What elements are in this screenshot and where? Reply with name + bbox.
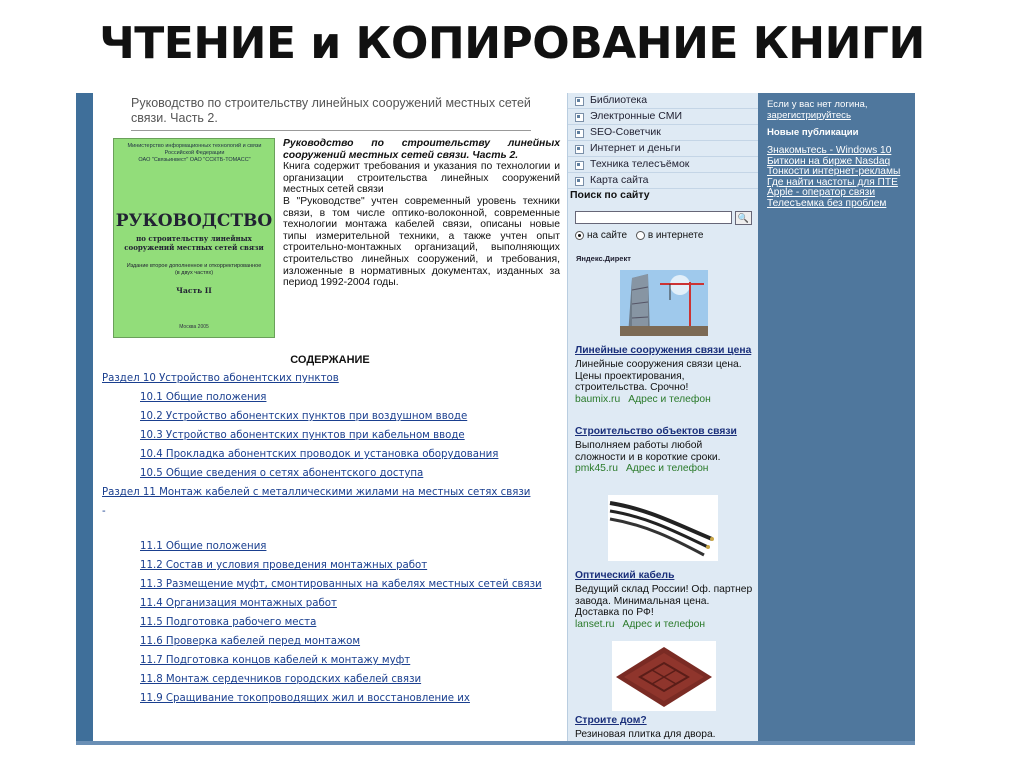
toc-subsection-link[interactable]: 10.4 Прокладка абонентских проводок и установка оборудования	[140, 449, 499, 460]
ad-image-crane[interactable]	[620, 270, 708, 336]
toc-subsection-link[interactable]: 11.7 Подготовка концов кабелей к монтажу муфт	[140, 655, 411, 666]
ad-contact[interactable]: Адрес и телефон	[625, 463, 709, 475]
ad-item[interactable]: Строительство объектов связи Выполняем работы любой сложности и в короткие сроки. pmk45.ru Адрес и телефон	[575, 426, 755, 475]
ad-item[interactable]: Оптический кабель Ведущий склад России! Оф. партнер завода. Минимальная цена. Доставка по РФ! lanset.ru Адрес и телефон	[575, 570, 755, 630]
menu-item[interactable]	[568, 125, 759, 141]
news-link[interactable]: Где найти частоты для ПТЕ	[767, 176, 898, 188]
ad-contact[interactable]: Адрес и телефон	[622, 618, 706, 630]
ad-title[interactable]: Оптический кабель	[575, 570, 675, 581]
news-link[interactable]: Тонкости интернет-рекламы	[767, 166, 901, 178]
news-link[interactable]: Телесъемка без проблем	[767, 197, 887, 209]
menu-item-label: Электронные СМИ	[590, 110, 683, 122]
site-menu	[568, 93, 759, 189]
toc-subsection-link[interactable]: 11.3 Размещение муфт, смонтированных на кабелях местных сетей связи	[140, 579, 542, 590]
toc-subsection-link[interactable]: 11.5 Подготовка рабочего места	[140, 617, 317, 628]
ad-image-tile[interactable]	[612, 641, 716, 711]
right-sidebar	[758, 93, 915, 745]
document-heading: Руководство по строительству линейных сооружений местных сетей связи. Часть 2.	[131, 96, 531, 131]
menu-item[interactable]	[568, 141, 759, 157]
bullet-icon	[575, 129, 584, 138]
browser-screenshot	[76, 93, 915, 745]
bullet-icon	[575, 97, 584, 106]
cover-subtitle: по строительству линейных сооружений местных сетей связи	[124, 234, 264, 252]
search-scope	[575, 230, 703, 241]
toc-subsection-link[interactable]: 10.5 Общие сведения о сетях абонентского доступа	[140, 468, 424, 479]
toc-subsection-link[interactable]: 10.1 Общие положения	[140, 392, 267, 403]
toc-subsection-link[interactable]: 11.2 Состав и условия проведения монтажных работ	[140, 560, 428, 571]
toc-subsection-link[interactable]: 10.3 Устройство абонентских пунктов при кабельном вводе	[140, 430, 465, 441]
news-link[interactable]: Знакомьтесь - Windows 10	[767, 145, 892, 156]
cover-city: Москва 2005	[179, 324, 209, 330]
new-publications-heading: Новые публикации	[767, 127, 859, 138]
toc-subsection-link[interactable]: 10.2 Устройство абонентских пунктов при воздушном вводе	[140, 411, 468, 422]
radio-site[interactable]: на сайте	[575, 230, 627, 241]
toc-heading: СОДЕРЖАНИЕ	[290, 354, 370, 366]
table-of-contents	[102, 373, 562, 712]
cover-edition: Издание второе дополненное и откорректированное (в двух частях)	[126, 263, 262, 276]
menu-item-label: Библиотека	[590, 94, 648, 106]
menu-item[interactable]	[568, 173, 759, 189]
toc-section-link[interactable]: Раздел 11 Монтаж кабелей с металлическими жилами на местных сетях связи	[102, 487, 531, 498]
search-heading: Поиск по сайту	[570, 189, 650, 201]
menu-item[interactable]	[568, 157, 759, 173]
cover-part: Часть II	[176, 286, 212, 295]
news-link[interactable]: Биткоин на бирже Nasdaq	[767, 155, 891, 167]
book-cover	[113, 138, 275, 338]
cover-title: РУКОВОДСТВО	[115, 211, 273, 231]
menu-item[interactable]	[568, 93, 759, 109]
ad-url[interactable]: baumix.ru	[575, 393, 621, 405]
toc-subsection-link[interactable]: 11.9 Сращивание токопроводящих жил и восстановление их	[140, 693, 470, 704]
toc-subsection-link[interactable]: 11.4 Организация монтажных работ	[140, 598, 337, 609]
ad-url[interactable]: pmk45.ru	[575, 463, 618, 475]
ad-title[interactable]: Линейные сооружения связи цена	[575, 345, 752, 356]
ad-item[interactable]: Линейные сооружения связи цена Линейные сооружения связи цена. Цены проектирования, строительства. Срочно! baumix.ru Адрес и телефон	[575, 345, 755, 405]
bottom-border	[76, 741, 915, 745]
slide-title: ЧТЕНИЕ и КОПИРОВАНИЕ КНИГИ	[99, 18, 925, 69]
menu-item-label: Техника телесъёмок	[590, 158, 690, 170]
ad-url[interactable]: lanset.ru	[575, 618, 615, 630]
toc-subsection-link[interactable]: 11.8 Монтаж сердечников городских кабелей связи	[140, 674, 422, 685]
book-title: Руководство по строительству линейных сооружений местных сетей связи. Часть 2.	[283, 138, 560, 161]
toc-section-link[interactable]: Раздел 10 Устройство абонентских пунктов	[102, 373, 339, 384]
bullet-icon	[575, 161, 584, 170]
menu-item-label: Интернет и деньги	[590, 142, 681, 154]
ad-item[interactable]: Строите дом? Резиновая плитка для двора.	[575, 715, 755, 741]
middle-sidebar	[567, 93, 759, 745]
ad-title[interactable]: Строительство объектов связи	[575, 426, 737, 437]
ad-title[interactable]: Строите дом?	[575, 715, 647, 726]
news-list	[767, 146, 914, 210]
toc-section-link: -	[102, 506, 106, 517]
left-strip	[76, 93, 93, 745]
radio-web[interactable]: в интернете	[636, 230, 704, 241]
bullet-icon	[575, 113, 584, 122]
login-prompt: Если у вас нет логина, зарегистрируйтесь	[767, 100, 912, 121]
bullet-icon	[575, 177, 584, 186]
main-content	[93, 93, 567, 745]
menu-item-label: Карта сайта	[590, 174, 649, 186]
search-icon[interactable]: 🔍	[735, 211, 752, 225]
search-input[interactable]	[575, 211, 732, 224]
register-link[interactable]: зарегистрируйтесь	[767, 109, 851, 121]
toc-subsection-link[interactable]: 11.1 Общие положения	[140, 541, 267, 552]
ad-image-cable[interactable]	[608, 495, 718, 561]
book-description	[283, 138, 560, 289]
book-text: Книга содержит требования и указания по технологии и организации строительства линейных сооружений местных сетей связи В "Руководстве" учтен современный уровень техники связи, в том числе оптико-волоконной, современные технологии монтажа кабелей связи, описаны новые типы измерительной техники, а также учтен опыт строительно-монтажных организаций, выполняющих строительство линейных сооружений, и требования, изложенные в нормативных документах, изданных за период 1992-2004 годы.	[283, 161, 560, 289]
toc-subsection-link[interactable]: 11.6 Проверка кабелей перед монтажом	[140, 636, 361, 647]
ad-contact[interactable]: Адрес и телефон	[628, 393, 711, 405]
cover-publisher: Министерство информационных технологий и связи Российской Федерации ОАО "Связьинвест" ОАО "ССКТБ-ТОМАСС"	[127, 143, 262, 163]
menu-item-label: SEO-Советчик	[590, 126, 661, 138]
menu-item[interactable]	[568, 109, 759, 125]
yandex-direct-label: Яндекс.Директ	[576, 254, 631, 263]
bullet-icon	[575, 145, 584, 154]
news-link[interactable]: Apple - оператор связи	[767, 187, 876, 199]
